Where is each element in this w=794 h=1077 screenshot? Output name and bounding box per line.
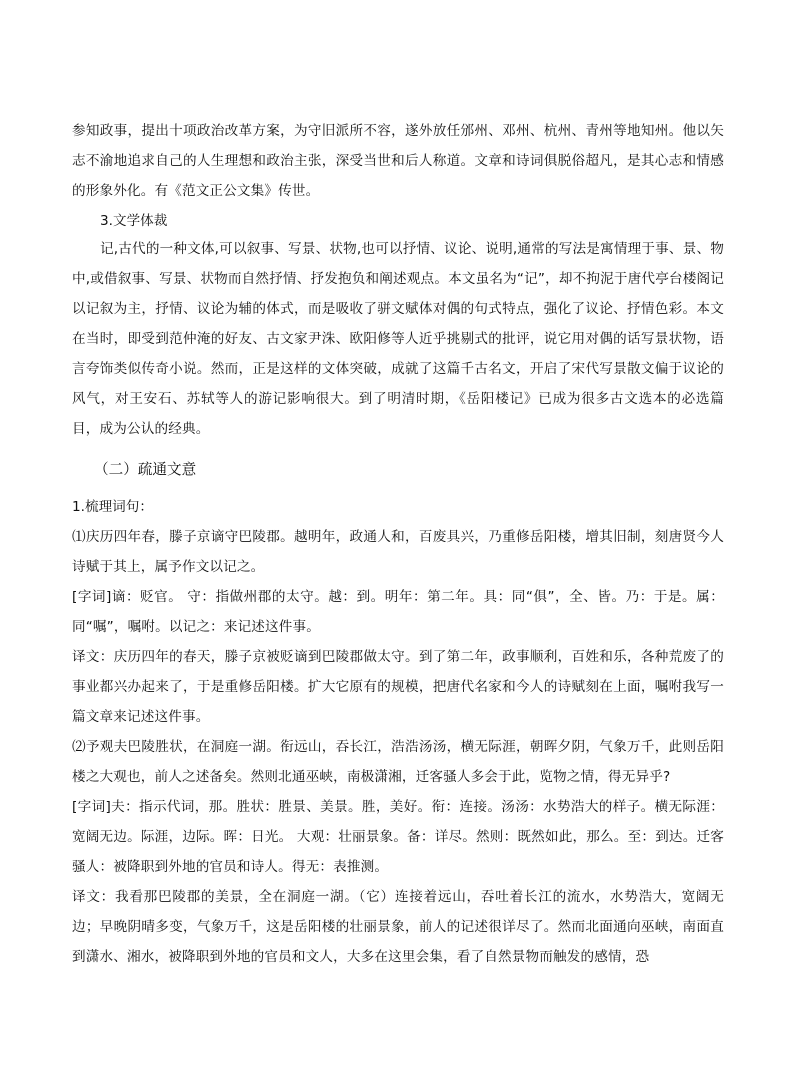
passage-2-translation: 译文：我看那巴陵郡的美景，全在洞庭一湖。（它）连接着远山，吞吐着长江的流水，水势浩大，宽阔无边；早晚阴晴多变，气象万千，这是岳阳楼的壮丽景象，前人的记述很详尽了。然而北面通向巫峡，南面直到潇水、湘水，被降职到外地的官员和文人，大多在这里会集，看了自然景物而触发的感情，恐: [72, 889, 724, 965]
passage-2-text: ⑵予观夫巴陵胜状，在洞庭一湖。衔远山，吞长江，浩浩汤汤，横无际涯，朝晖夕阴，气象万千，此则岳阳楼之大观也，前人之述备矣。然则北通巫峡，南极潇湘，迁客骚人多会于此，览物之情，得无异乎?: [72, 739, 724, 785]
intro-paragraph: 参知政事，提出十项政治改革方案，为守旧派所不容，遂外放任邠州、邓州、杭州、青州等地知州。他以矢志不渝地追求自己的人生理想和政治主张，深受当世和后人称道。文章和诗词俱脱俗超凡，是其心志和情感的形象外化。有《范文正公文集》传世。: [72, 123, 724, 199]
item-title-sort-words: 1.梳理词句：: [72, 499, 153, 515]
part-title-understanding: （二）疏通文意: [94, 461, 197, 478]
passage-1-text: ⑴庆历四年春，滕子京谪守巴陵郡。越明年，政通人和，百废具兴，乃重修岳阳楼，增其旧制，刻唐贤今人诗赋于其上，属予作文以记之。: [72, 529, 724, 575]
literary-genre-paragraph: 记,古代的一种文体,可以叙事、写景、状物,也可以抒情、议论、说明,通常的写法是寓情理于事、景、物中,或借叙事、写景、状物而自然抒情、抒发抱负和阐述观点。本文虽名为“记”，却不拘泥于唐代亭台楼阁记以记叙为主，抒情、议论为辅的体式，而是吸收了骈文赋体对偶的句式特点，强化了议论、抒情色彩。本文在当时，即受到范仲淹的好友、古文家尹洙、欧阳修等人近乎挑剔式的批评，说它用对偶的话写景状物，语言夸饰类似传奇小说。然而，正是这样的文体突破，成就了这篇千古名文，开启了宋代写景散文偏于议论的风气，对王安石、苏轼等人的游记影响很大。到了明清时期，《岳阳楼记》已成为很多古文选本的必选篇目，成为公认的经典。: [72, 241, 724, 437]
passage-1-translation: 译文：庆历四年的春天，滕子京被贬谪到巴陵郡做太守。到了第二年，政事顺利，百姓和乐，各种荒废了的事业都兴办起来了，于是重修岳阳楼。扩大它原有的规模，把唐代名家和今人的诗赋刻在上面，嘱咐我写一篇文章来记述这件事。: [72, 649, 724, 725]
passage-2-words: [字词]夫：指示代词，那。胜状：胜景、美景。胜，美好。衔：连接。汤汤：水势浩大的样子。横无际涯：宽阔无边。际涯，边际。晖：日光。 大观：壮丽景象。备：详尽。然则：既然如此，那么。至：到达。迁客骚人：被降职到外地的官员和诗人。得无：表推测。: [72, 799, 724, 875]
passage-1-words: [字词]谪：贬官。 守：指做州郡的太守。越：到。明年：第二年。具：同“俱”，全、皆。乃：于是。属：同“嘱”，嘱咐。以记之：来记述这件事。: [72, 589, 724, 635]
section-title-literary-genre: 3.文学体裁: [100, 213, 168, 229]
